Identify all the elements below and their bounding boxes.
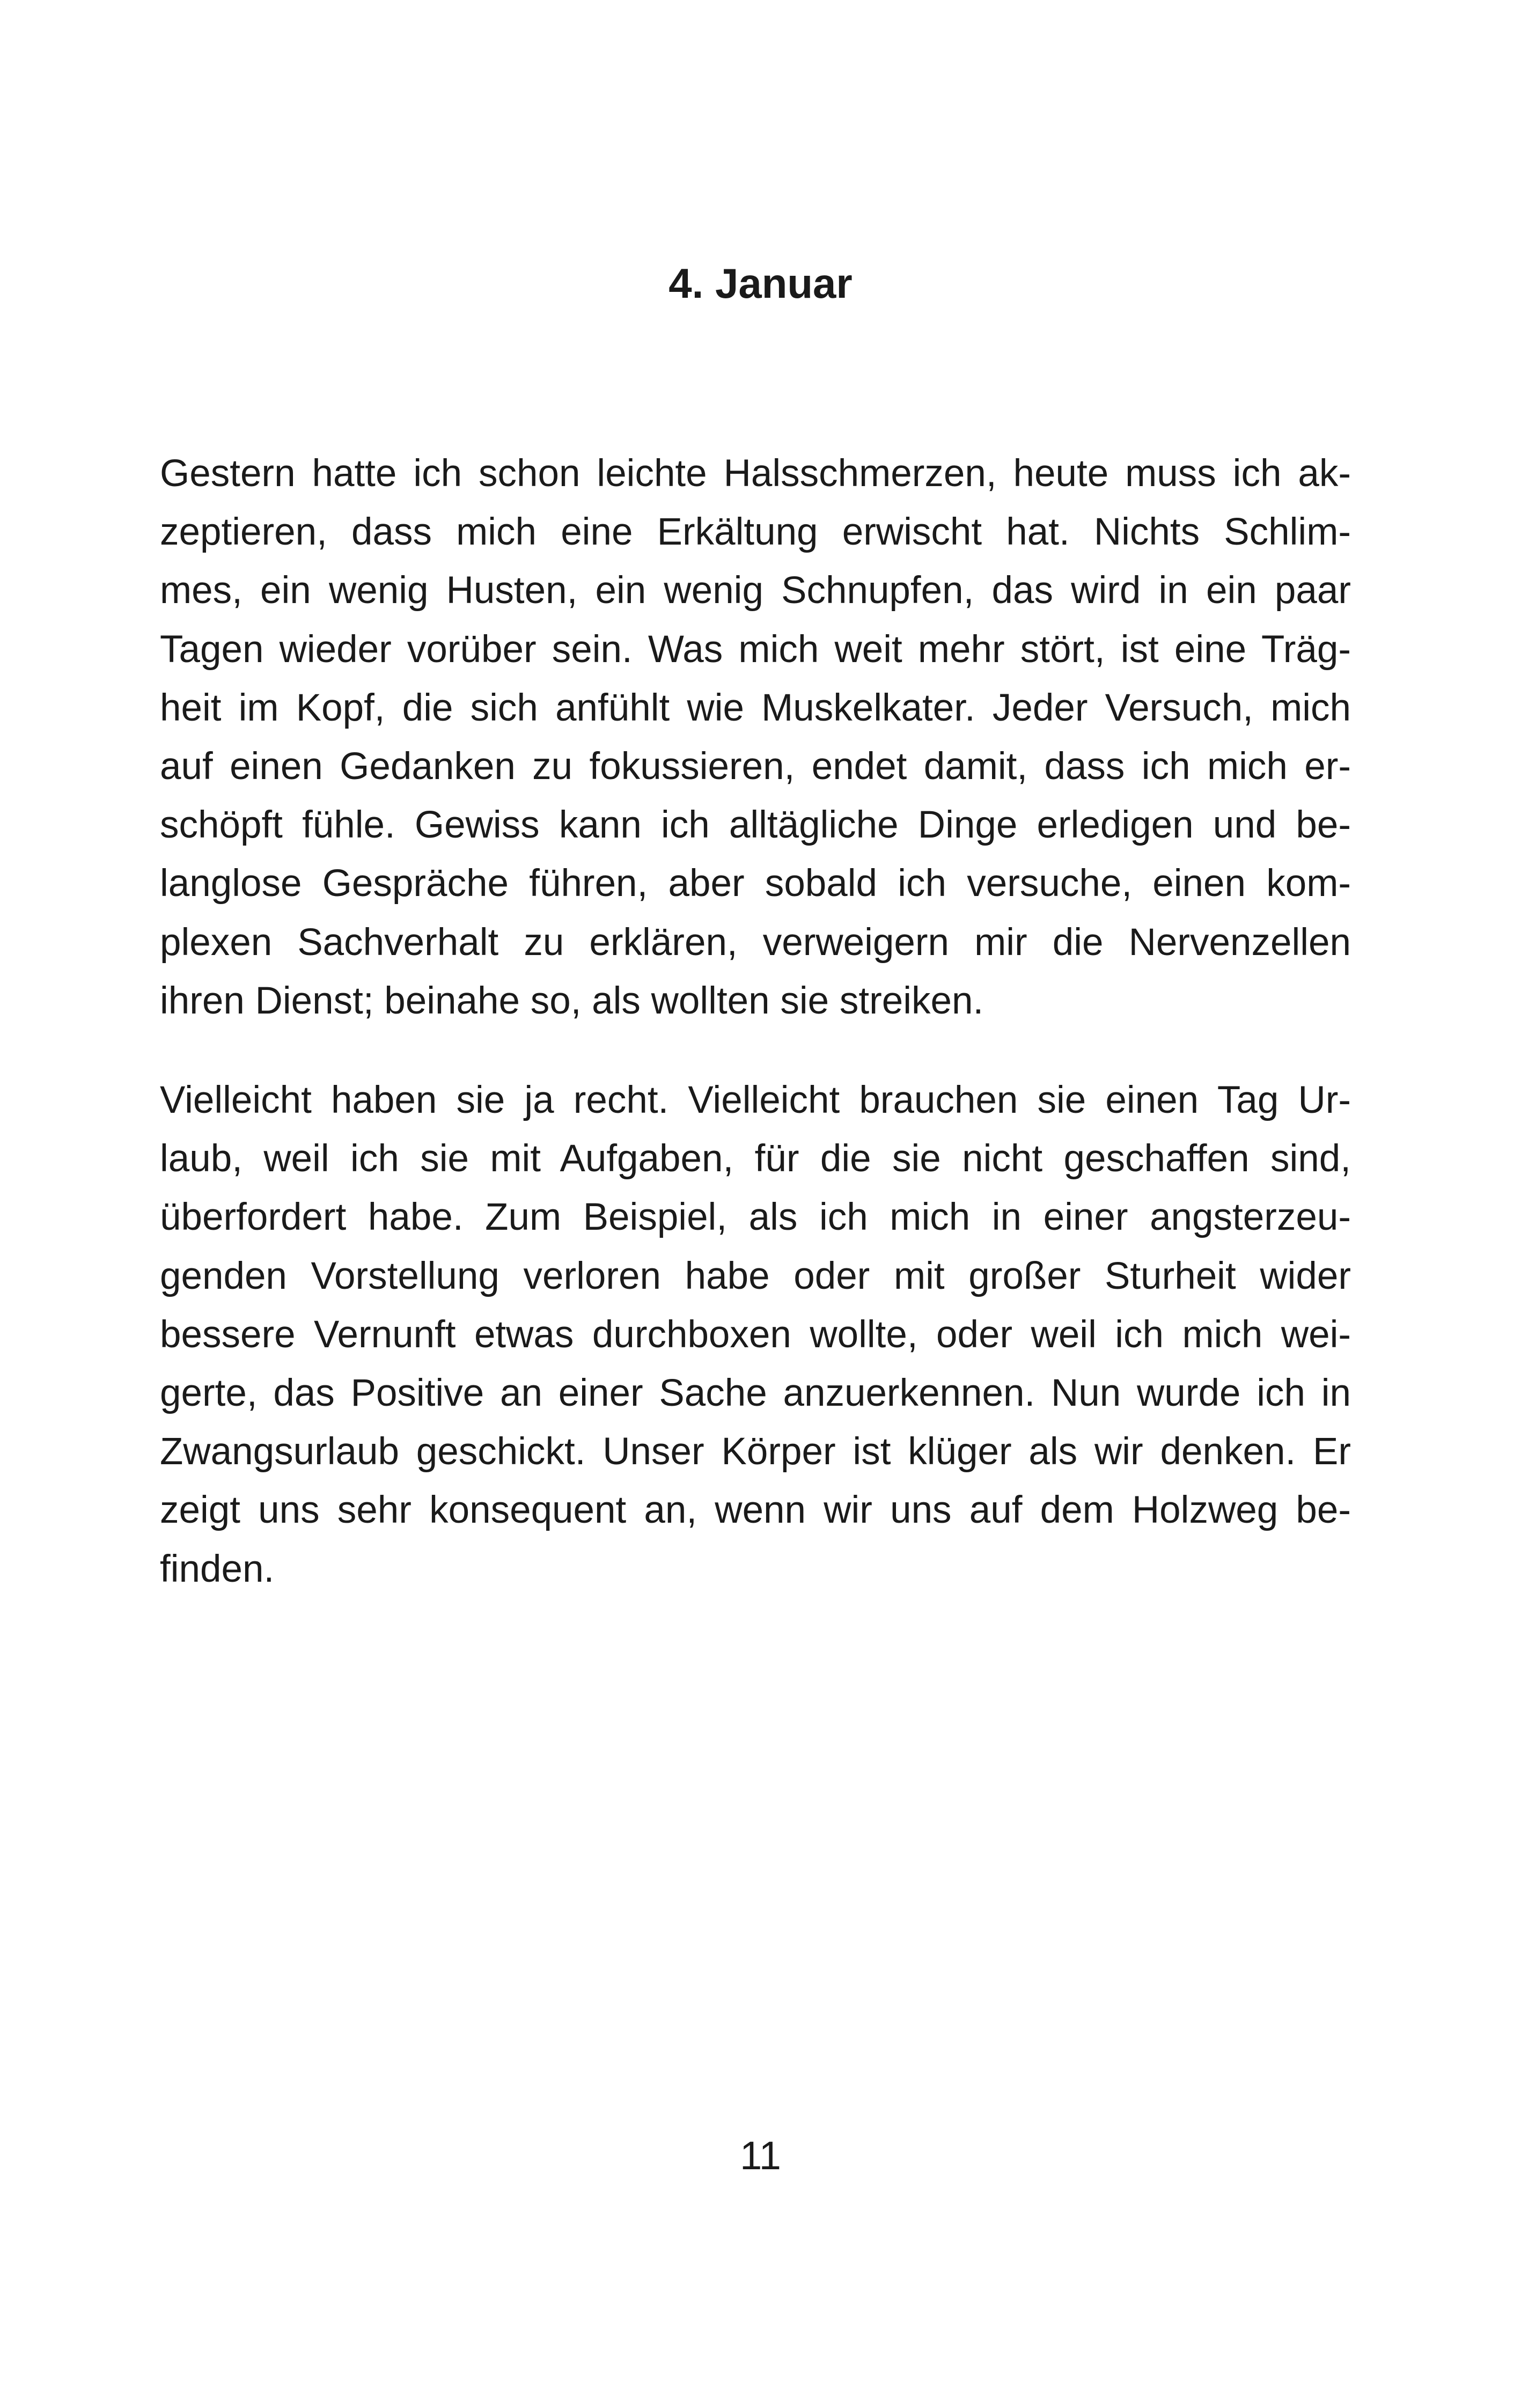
text-line: auf einen Gedanken zu fokussieren, endet damit, dass ich mich er- [160,745,1351,788]
text-line: zeptieren, dass mich eine Erkältung erwischt hat. Nichts Schlim- [160,511,1351,554]
text-line: laub, weil ich sie mit Aufgaben, für die sie nicht geschaffen sind, [160,1137,1351,1180]
text-line: bessere Vernunft etwas durchboxen wollte, oder weil ich mich wei- [160,1313,1351,1356]
text-line: finden. [160,1547,275,1590]
text-line: Vielleicht haben sie ja recht. Vielleicht brauchen sie einen Tag Ur- [160,1079,1351,1122]
text-line: mes, ein wenig Husten, ein wenig Schnupfen, das wird in ein paar [160,569,1351,612]
text-line: überfordert habe. Zum Beispiel, als ich mich in einer angsterzeu- [160,1196,1351,1239]
chapter-title: 4. Januar [668,260,853,307]
text-line: Gestern hatte ich schon leichte Halsschmerzen, heute muss ich ak- [160,452,1351,495]
paragraph-2 [160,1071,1351,1598]
body-text [160,444,1351,1639]
text-line: heit im Kopf, die sich anfühlt wie Muskelkater. Jeder Versuch, mich [160,686,1351,729]
text-line: ihren Dienst; beinahe so, als wollten sie streiken. [160,979,984,1022]
text-line: zeigt uns sehr konsequent an, wenn wir uns auf dem Holzweg be- [160,1489,1351,1532]
paragraph-1 [160,444,1351,1030]
text-line: genden Vorstellung verloren habe oder mit großer Sturheit wider [160,1254,1351,1297]
text-line: Zwangsurlaub geschickt. Unser Körper ist klüger als wir denken. Er [160,1430,1351,1473]
text-line: Tagen wieder vorüber sein. Was mich weit mehr stört, ist eine Träg- [160,628,1351,671]
text-line: langlose Gespräche führen, aber sobald ich versuche, einen kom- [160,862,1351,905]
text-line: gerte, das Positive an einer Sache anzuerkennen. Nun wurde ich in [160,1372,1351,1415]
text-line: plexen Sachverhalt zu erklären, verweigern mir die Nervenzellen [160,921,1351,964]
text-line: schöpft fühle. Gewiss kann ich alltägliche Dinge erledigen und be- [160,804,1351,847]
page-number: 11 [740,2133,781,2178]
